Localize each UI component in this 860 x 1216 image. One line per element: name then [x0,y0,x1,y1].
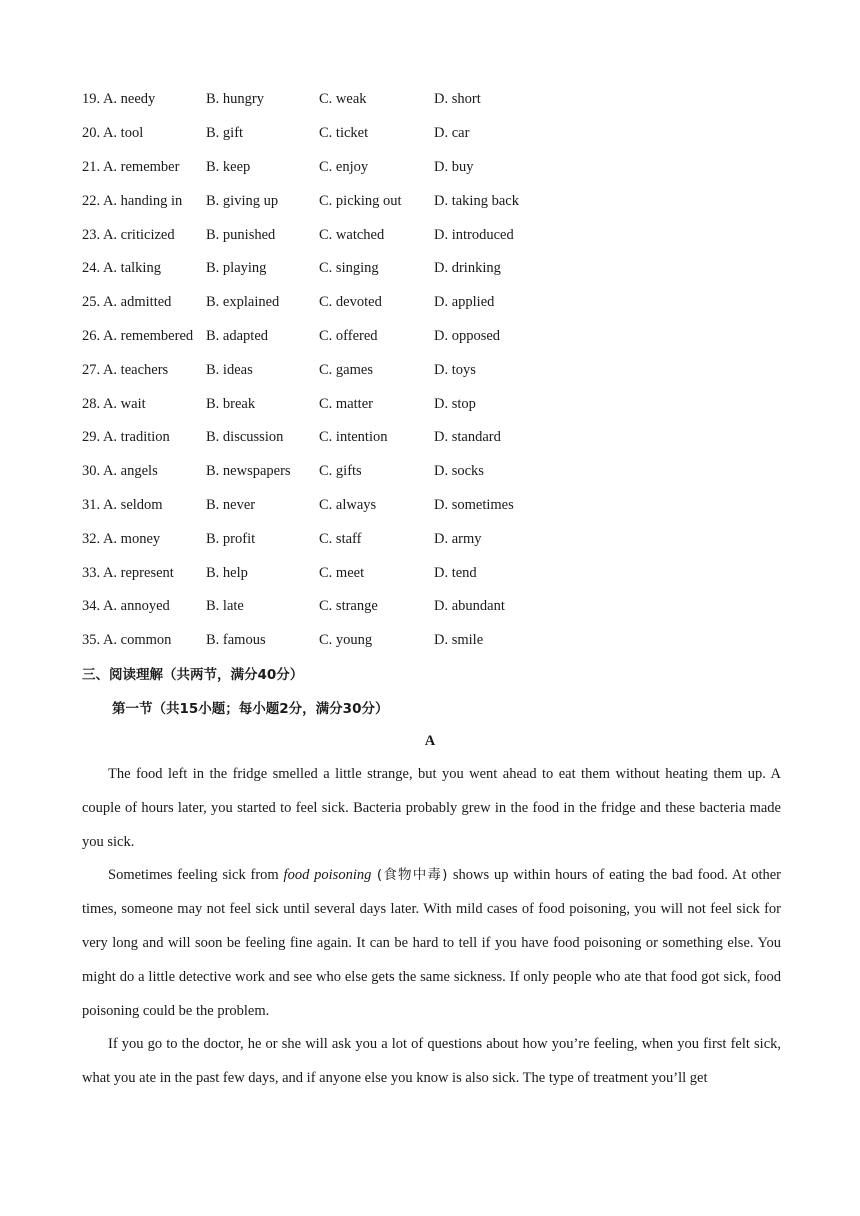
option-b: B. profit [206,530,256,547]
option-d: D. toys [434,361,476,378]
option-c: C. singing [319,260,379,277]
option-b: B. giving up [206,192,279,209]
option-b: B. playing [206,260,267,277]
option-c: C. young [319,632,373,649]
option-row [82,455,584,489]
option-row [82,556,584,590]
option-d: D. opposed [434,327,501,344]
option-a: 31. A. seldom [82,496,163,513]
option-b: B. punished [206,226,276,243]
option-b: B. help [206,564,248,581]
paragraph-text: shows up within hours of eating the bad food. At other times, someone may not feel sick until several days later. With mild cases of food poisoning, you will not feel sick for very long and will soon be feeling fine again. It can be hard to tell if you have food poisoning or something else. You might do a little detective work and see who else gets the same sickness. If only people who ate that food got sick, food poisoning could be the problem. [82,867,782,1019]
option-row [82,353,584,387]
option-c: C. enjoy [319,158,369,175]
option-row [82,421,584,455]
option-row [82,83,584,117]
option-a: 33. A. represent [82,564,174,581]
option-d: D. abundant [434,598,505,615]
option-c: C. offered [319,327,378,344]
option-a: 20. A. tool [82,125,144,142]
option-row [82,286,584,320]
passage-label: A [424,733,436,749]
option-b: B. explained [206,294,280,311]
paragraph: The food left in the fridge smelled a little strange, but you went ahead to eat them without heating them up. A couple of hours later, you started to feel sick. Bacteria probably grew in the food in the fridge and these bacteria made you sick. [82,766,781,850]
option-d: D. car [434,125,470,142]
passage-body [82,758,781,1096]
option-a: 32. A. money [82,530,161,547]
option-b: B. break [206,395,256,412]
option-d: D. drinking [434,260,501,277]
option-a: 34. A. annoyed [82,598,170,615]
paragraph-text: Sometimes feeling sick from [108,867,284,884]
option-a: 30. A. angels [82,463,158,480]
option-a: 24. A. talking [82,260,161,277]
option-c: C. watched [319,226,385,243]
option-d: D. socks [434,463,484,480]
option-c: C. matter [319,395,373,412]
option-row [82,624,584,658]
option-a: 19. A. needy [82,91,156,108]
option-d: D. short [434,91,481,108]
option-c: C. devoted [319,294,382,311]
option-a: 26. A. remembered [82,327,194,344]
option-c: C. strange [319,598,378,615]
option-row [82,252,584,286]
answer-options-table [82,83,584,658]
option-row [82,151,584,185]
option-d: D. applied [434,294,495,311]
option-row [82,522,584,556]
option-d: D. taking back [434,192,519,209]
option-d: D. introduced [434,226,514,243]
option-b: B. hungry [206,91,264,108]
option-a: 28. A. wait [82,395,146,412]
option-a: 25. A. admitted [82,294,172,311]
option-d: D. buy [434,158,474,175]
option-b: B. gift [206,125,244,142]
chinese-gloss: (食物中毒) [371,867,453,884]
option-d: D. smile [434,632,484,649]
option-row [82,184,584,218]
option-c: C. weak [319,91,367,108]
option-a: 21. A. remember [82,158,180,175]
option-b: B. late [206,598,244,615]
option-b: B. adapted [206,327,269,344]
option-b: B. discussion [206,429,284,446]
option-row [82,117,584,151]
option-row [82,590,584,624]
option-c: C. games [319,361,373,378]
option-row [82,218,584,252]
option-d: D. army [434,530,482,547]
section-title: 三、阅读理解（共两节，满分40分） [82,667,304,683]
option-c: C. staff [319,530,362,547]
option-a: 29. A. tradition [82,429,170,446]
option-row [82,387,584,421]
option-c: C. ticket [319,125,369,142]
italic-term: food poisoning [283,867,372,884]
option-a: 27. A. teachers [82,361,169,378]
option-a: 23. A. criticized [82,226,175,243]
option-b: B. ideas [206,361,253,378]
option-a: 22. A. handing in [82,192,183,209]
paragraph [82,859,781,1028]
option-c: C. intention [319,429,388,446]
option-b: B. keep [206,158,251,175]
option-row [82,320,584,354]
option-b: B. famous [206,632,266,649]
option-c: C. picking out [319,192,402,209]
option-d: D. standard [434,429,501,446]
option-b: B. never [206,496,256,513]
option-a: 35. A. common [82,632,172,649]
paragraph: If you go to the doctor, he or she will ask you a lot of questions about how you’re feeling, when you first felt sick, what you ate in the past few days, and if anyone else you know is also sick. The type of treatment you’ll get [82,1036,781,1087]
option-d: D. tend [434,564,477,581]
option-d: D. sometimes [434,496,514,513]
option-d: D. stop [434,395,476,412]
sub-section-title: 第一节（共15小题；每小题2分，满分30分） [112,701,389,717]
option-c: C. meet [319,564,365,581]
option-c: C. always [319,496,377,513]
option-b: B. newspapers [206,463,291,480]
option-c: C. gifts [319,463,362,480]
option-row [82,489,584,523]
